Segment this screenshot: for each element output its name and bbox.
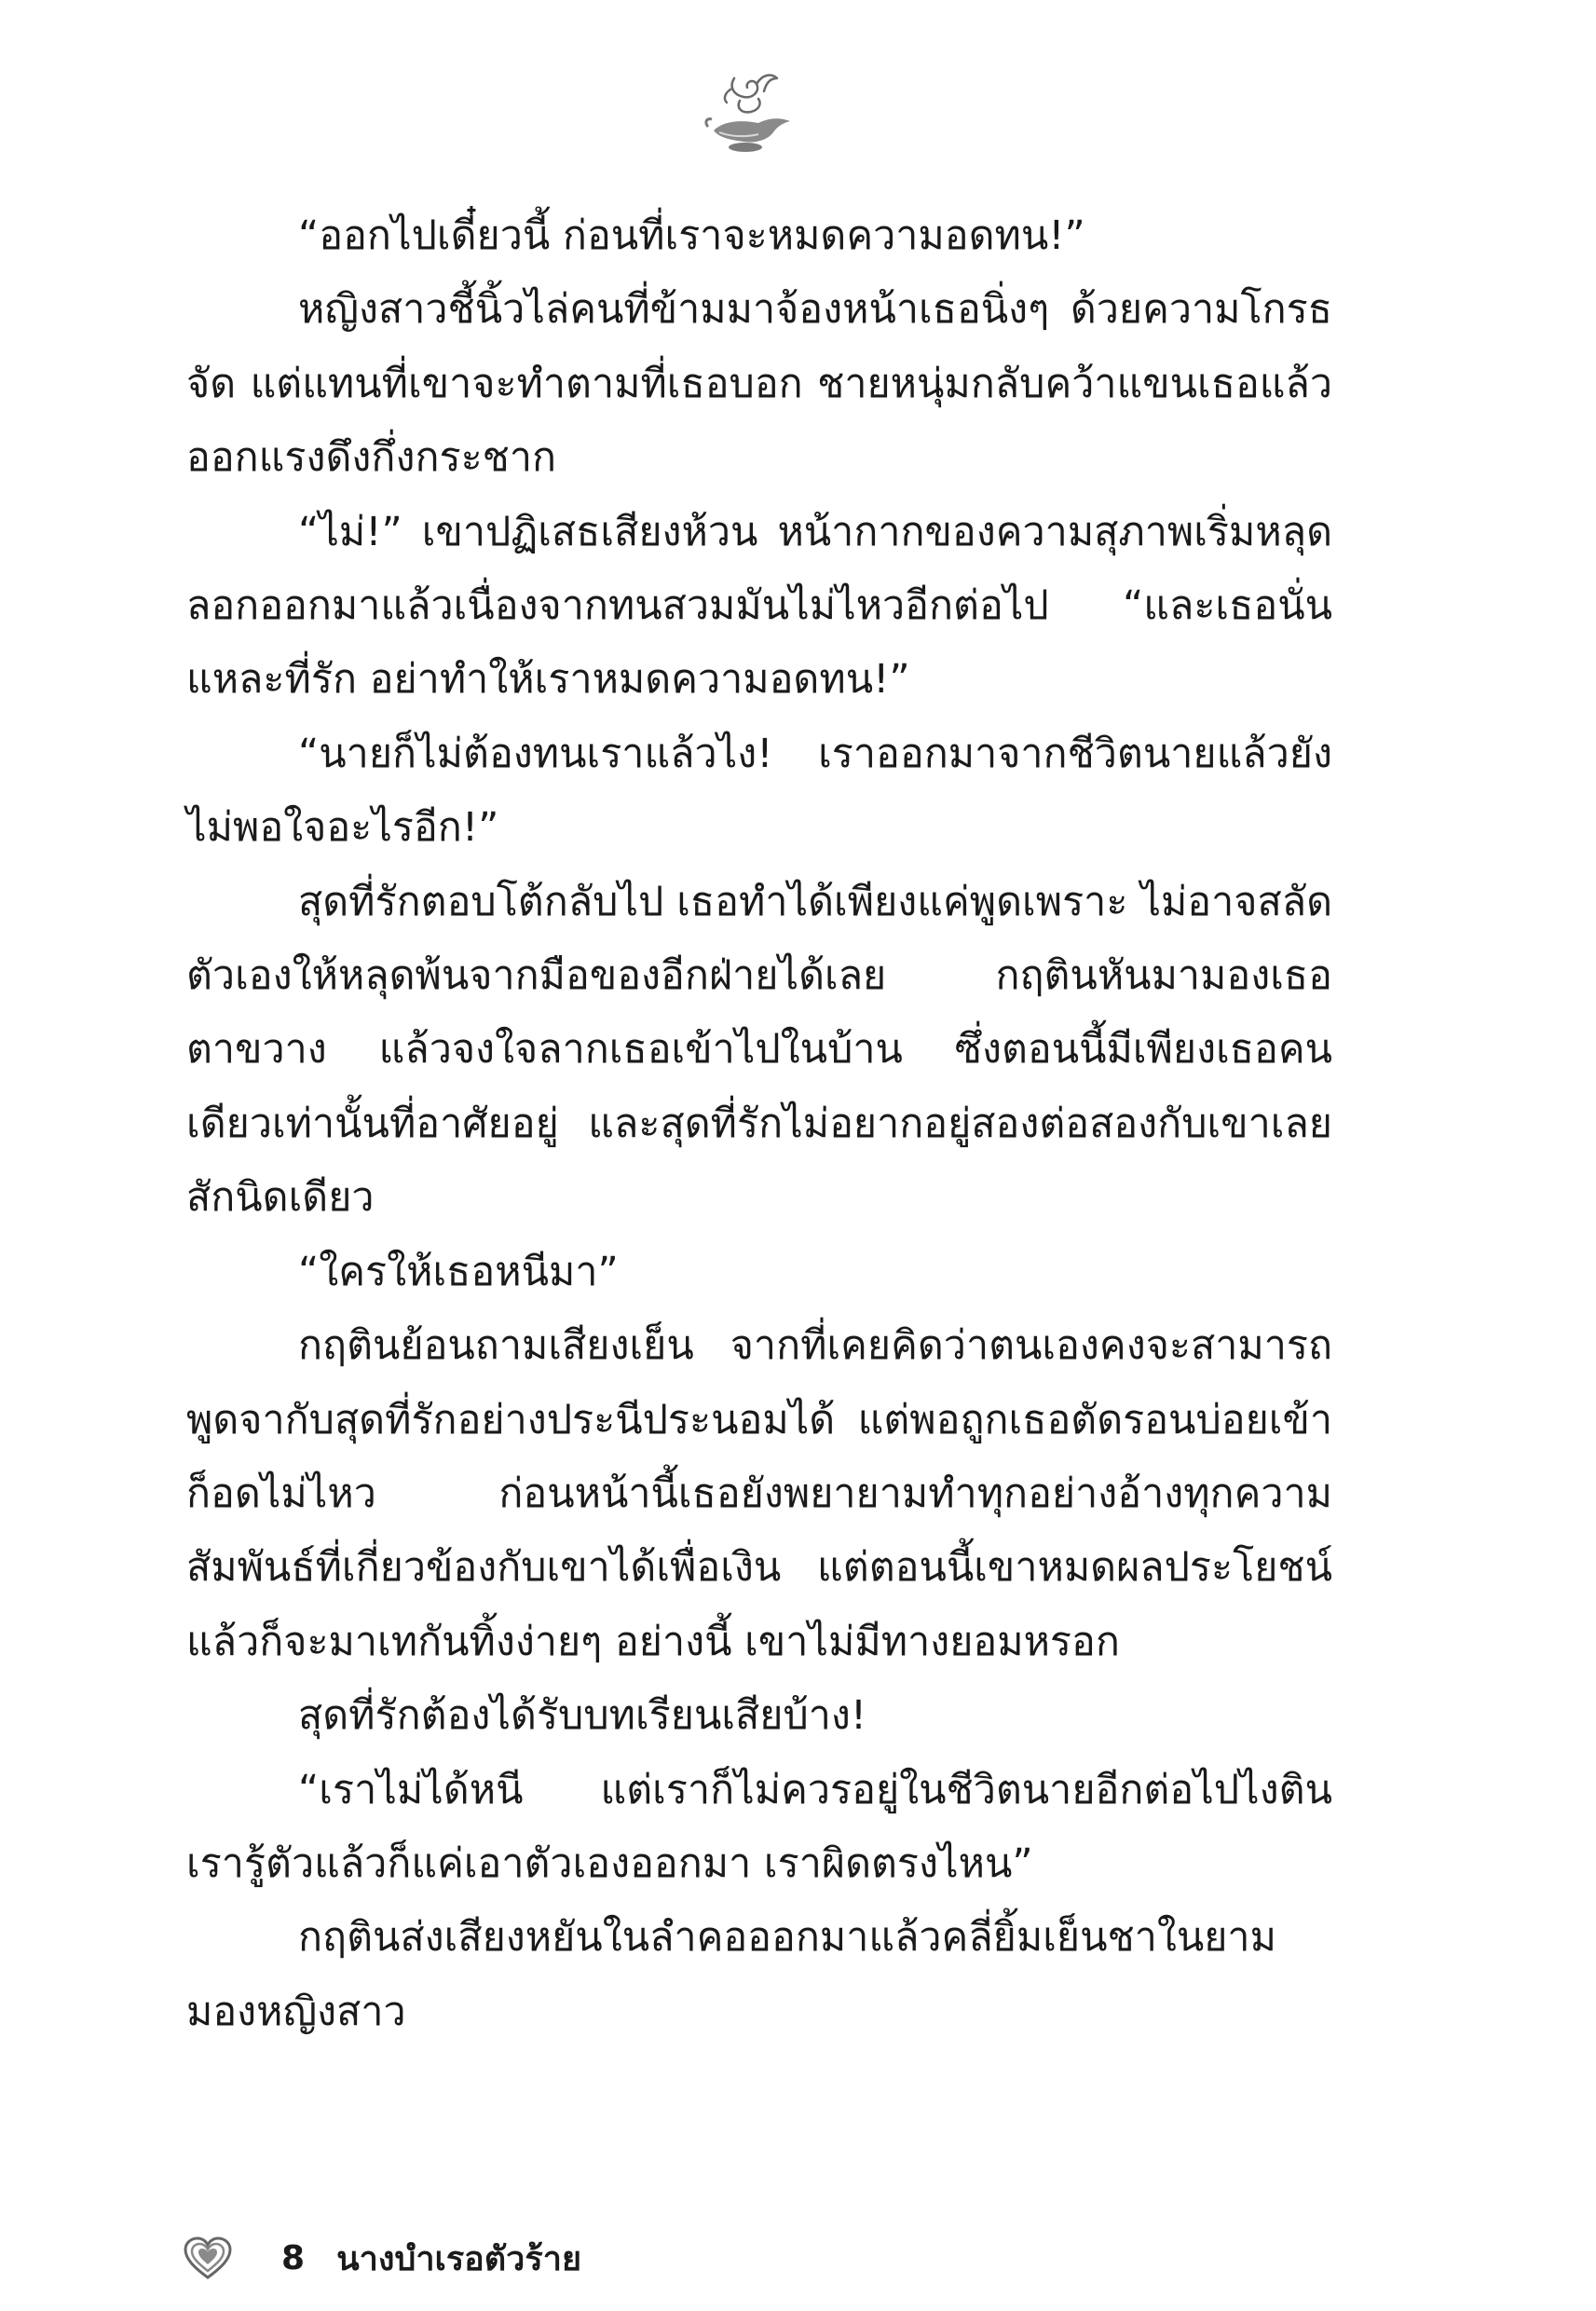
page-number: 8 bbox=[281, 2238, 306, 2277]
magic-lamp-icon bbox=[703, 65, 799, 166]
paragraph: “ไม่!” เขาปฏิเสธเสียงห้วน หน้ากากของความสุภาพเริ่มหลุดลอกออกมาแล้วเนื่องจากทนสวมมันไม่ไหวอีกต่อไป “และเธอนั่นแหละที่รัก อย่าทำให้เราหมดความอดทน!” bbox=[186, 508, 1332, 704]
book-title: นางบำเรอตัวร้าย bbox=[336, 2239, 582, 2278]
paragraph: สุดที่รักตอบโต้กลับไป เธอทำได้เพียงแค่พูดเพราะ ไม่อาจสลัดตัวเองให้หลุดพ้นจากมือของอีกฝ่ายได้เลย กฤตินหันมามองเธอตาขวาง แล้วจงใจลากเธอเข้าไปในบ้าน ซึ่งตอนนี้มีเพียงเธอคนเดียวเท่านั้นที่อาศัยอยู่ และสุดที่รักไม่อยากอยู่สองต่อสองกับเขาเลยสักนิดเดียว bbox=[186, 878, 1332, 1222]
paragraph: “ออกไปเดี๋ยวนี้ ก่อนที่เราจะหมดความอดทน!” bbox=[298, 212, 1085, 259]
paragraph: “เราไม่ได้หนี แต่เราก็ไม่ควรอยู่ในชีวิตนายอีกต่อไปไงติน เรารู้ตัวแล้วก็แค่เอาตัวเองออกมา เราผิดตรงไหน” bbox=[186, 1766, 1332, 1887]
paragraph: “ใครให้เธอหนีมา” bbox=[298, 1248, 619, 1295]
paragraph: กฤตินย้อนถามเสียงเย็น จากที่เคยคิดว่าตนเองคงจะสามารถพูดจากับสุดที่รักอย่างประนีประนอมได้ แต่พอถูกเธอตัดรอนบ่อยเข้าก็อดไม่ไหว ก่อนหน้านี้เธอยังพยายามทำทุกอย่างอ้างทุกความสัมพันธ์ที่เกี่ยวข้องกับเขาได้เพื่อเงิน แต่ตอนนี้เขาหมดผลประโยชน์แล้วก็จะมาเทกันทิ้งง่ายๆ อย่างนี้ เขาไม่มีทางยอมหรอก bbox=[186, 1322, 1332, 1665]
page-footer bbox=[183, 2235, 581, 2281]
story-text bbox=[186, 199, 1332, 2049]
paragraph: หญิงสาวชี้นิ้วไล่คนที่ข้ามมาจ้องหน้าเธอนิ่งๆ ด้วยความโกรธจัด แต่แทนที่เขาจะทำตามที่เธอบอก ชายหนุ่มกลับคว้าแขนเธอแล้วออกแรงดึงกึ่งกระชาก bbox=[186, 286, 1332, 482]
heart-icon bbox=[183, 2236, 233, 2280]
paragraph: สุดที่รักต้องได้รับบทเรียนเสียบ้าง! bbox=[298, 1692, 867, 1740]
paragraph: กฤตินส่งเสียงหยันในลำคอออกมาแล้วคลี่ยิ้มเย็นชาในยามมองหญิงสาว bbox=[186, 1914, 1276, 2035]
paragraph: “นายก็ไม่ต้องทนเราแล้วไง! เราออกมาจากชีวิตนายแล้วยังไม่พอใจอะไรอีก!” bbox=[186, 730, 1332, 852]
